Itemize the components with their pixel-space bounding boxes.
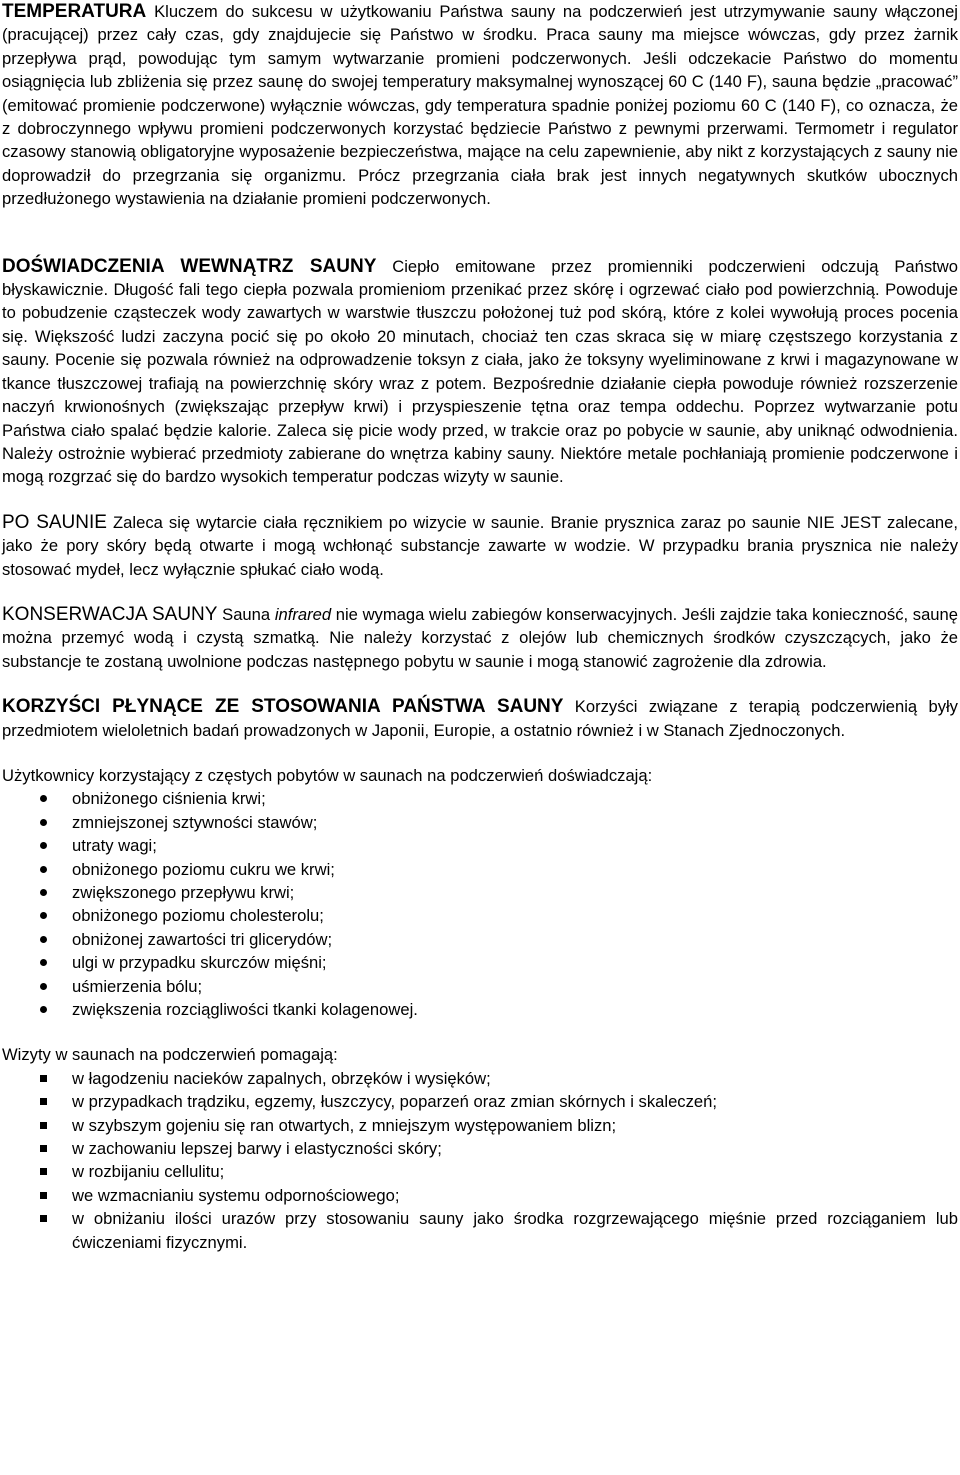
list-item: obniżonej zawartości tri glicerydów;: [2, 928, 958, 951]
paragraph-konserwacja-rest: nie wymaga wielu zabiegów konserwacyjnych. Jeśli zajdzie taka konieczność, saunę można przemyć wodą i czystą szmatką. Nie należy korzystać z olejów lub chemicznych środków czyszczących, jako że substancje te zostaną uwolnione podczas następnego pobytu w saunie i mogą stanowić zagrożenie dla zdrowia.: [2, 604, 958, 671]
list-item: zmniejszonej sztywności stawów;: [2, 811, 958, 834]
paragraph-temperatura: Kluczem do sukcesu w użytkowaniu Państwa sauny na podczerwień jest utrzymywanie sauny włączonej (pracującej) przez cały czas, gdy znajdujecie się Państwo w środku. Praca sauny ma miejsce wówczas, gdy przez żarnik przepływa prąd, powodując tym samym wytwarzanie promieni podczerwonych. Jeśli odczekacie Państwo do momentu osiągnięcia lub zbliżenia się przez saunę do swojej temperatury maksymalnej wynoszącej 60 C (140 F), sauna będzie „pracować” (emitować promienie podczerwone) wyłącznie wówczas, gdy temperatura spadnie poniżej poziomu 60 C (140 F), co oznacza, że z dobroczynnego wpływu promieni podczerwonych korzystać będziecie Państwo z pewnymi przerwami. Termometr i regulator czasowy stanowią obligatoryjne wyposażenie bezpieczeństwa, mające na celu zapewnienie, aby nikt z korzystających z sauny nie doprowadził do przegrzania się organizmu. Prócz przegrzania ciała brak jest innych negatywnych skutków ubocznych przedłużonego wystawienia na działanie promieni podczerwonych.: [2, 2, 958, 209]
list-item: zwiększonego przepływu krwi;: [2, 881, 958, 904]
list-benefits: [2, 787, 958, 1021]
section-konserwacja: [2, 603, 958, 673]
list-item: w rozbijaniu cellulitu;: [2, 1160, 958, 1183]
list-item: w obniżaniu ilości urazów przy stosowaniu sauny jako środka rozgrzewającego mięśnie przed rozciąganiem lub ćwiczeniami fizycznymi.: [2, 1207, 958, 1254]
list-item: uśmierzenia bólu;: [2, 975, 958, 998]
list-item: we wzmacnianiu systemu odpornościowego;: [2, 1184, 958, 1207]
list-visits: [2, 1067, 958, 1254]
list-benefits-intro: Użytkownicy korzystający z częstych pobytów w saunach na podczerwień doświadczają:: [2, 765, 653, 785]
list-item: obniżonego poziomu cukru we krwi;: [2, 858, 958, 881]
heading-korzysci: KORZYŚCI PŁYNĄCE ZE STOSOWANIA PAŃSTWA SAUNY: [2, 696, 564, 718]
paragraph-korzysci: Korzyści związane z terapią podczerwienią były przedmiotem wieloletnich badań prowadzonych w Japonii, Europie, a ostatnio również i w Stanach Zjednoczonych.: [2, 697, 958, 740]
paragraph-konserwacja-start: Sauna: [222, 604, 275, 624]
paragraph-po-saunie: Zaleca się wytarcie ciała ręcznikiem po wizycie w saunie. Branie prysznica zaraz po saunie NIE JEST zalecane, jako że pory skóry będą otwarte i mogą wchłonąć substancje zawarte w wodzie. W przypadku brania prysznica nie należy stosować mydeł, lecz wyłącznie spłukać ciało wodą.: [2, 512, 958, 579]
list-item: zwiększenia rozciągliwości tkanki kolagenowej.: [2, 998, 958, 1021]
list-item: w przypadkach trądziku, egzemy, łuszczycy, poparzeń oraz zmian skórnych i skaleczeń;: [2, 1090, 958, 1113]
list-item: obniżonego ciśnienia krwi;: [2, 787, 958, 810]
heading-temperatura: TEMPERATURA: [2, 1, 147, 22]
list-item: w łagodzeniu nacieków zapalnych, obrzęków i wysięków;: [2, 1067, 958, 1090]
list-item: ulgi w przypadku skurczów mięśni;: [2, 951, 958, 974]
heading-konserwacja: KONSERWACJA SAUNY: [2, 603, 218, 625]
section-doswiadczenia: [2, 255, 958, 489]
section-po-saunie: [2, 511, 958, 581]
paragraph-doswiadczenia: Ciepło emitowane przez promienniki podczerwieni odczują Państwo błyskawicznie. Długość fali tego ciepła pozwala promieniom przenikać przez skórę i ogrzewać ciało pod powierzchnią. Powoduje to pobudzenie cząsteczek wody zawartych w warstwie tłuszczu położonej tuż pod skórą, które z kolei wywołują proces pocenia się. Większość ludzi zaczyna pocić się po około 20 minutach, chociaż ten czas skraca się w miarę częstszego korzystania z sauny. Pocenie się pozwala również na odprowadzenie toksyn z ciała, jako że toksyny wyeliminowane z krwi i magazynowane w tkance tłuszczowej trafiają na powierzchnię skóry wraz z potem. Bezpośrednie działanie ciepła powoduje również rozszerzenie naczyń krwionośnych (zwiększając przepływ krwi) i przyspieszenie tętna oraz tempa oddechu. Poprzez wytwarzanie potu Państwa ciało spalać będzie kalorie. Zaleca się picie wody przed, w trakcie oraz po pobycie w saunie, aby uniknąć odwodnienia. Należy ostrożnie wybierać przedmioty zabierane do wnętrza kabiny sauny. Niektóre metale pochłaniają promienie podczerwone i mogą rozgrzać się do bardzo wysokich temperatur podczas wizyty w saunie.: [2, 256, 958, 487]
section-korzysci: [2, 695, 958, 742]
list-item: w zachowaniu lepszej barwy i elastyczności skóry;: [2, 1137, 958, 1160]
list-item: w szybszym gojeniu się ran otwartych, z mniejszym występowaniem blizn;: [2, 1114, 958, 1137]
list-item: utraty wagi;: [2, 834, 958, 857]
heading-doswiadczenia: DOŚWIADCZENIA WEWNĄTRZ SAUNY: [2, 255, 377, 277]
list-visits-intro: Wizyty w saunach na podczerwień pomagają:: [2, 1045, 338, 1065]
list-item: obniżonego poziomu cholesterolu;: [2, 904, 958, 927]
paragraph-konserwacja-emphasis: infrared: [274, 604, 332, 624]
heading-po-saunie: PO SAUNIE: [2, 511, 107, 533]
section-temperatura: [2, 0, 958, 211]
